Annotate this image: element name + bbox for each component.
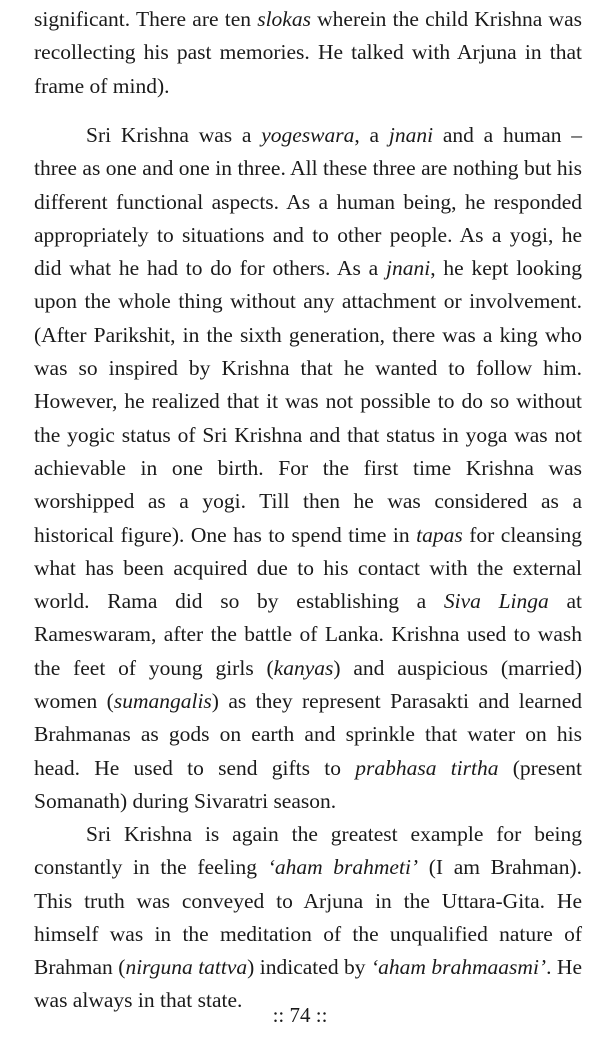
italic-term: sumangalis <box>113 689 212 714</box>
text-run: , he kept looking upon the whole thing without any attachment or involvement. (After Parikshit, in the sixth generation, there was a king who was so inspired by Krishna that he wanted to follow him. However, he realized that it was not possible to do so without the yogic status of Sri Krishna and that status in yoga was not achievable in one birth. For the first time Krishna was worshipped as a yogi. Till then he was considered as a historical figure). One has to spend time in <box>34 256 583 547</box>
italic-term: nirguna tattva <box>125 955 248 980</box>
text-run: at Rameswaram, after the battle of Lanka. Krishna used to wash the feet of young girls ( <box>34 589 582 680</box>
italic-term: kanyas <box>273 655 334 680</box>
text-run: significant. There are ten <box>34 7 258 31</box>
italic-term: jnani <box>388 123 434 147</box>
italic-term: ‘aham brahmeti’ <box>267 855 419 880</box>
italic-term: slokas <box>257 7 311 31</box>
page-number: :: 74 :: <box>272 1003 328 1027</box>
paragraph-2 <box>34 119 582 818</box>
italic-term: Siva Linga <box>443 589 549 614</box>
text-run: Sri Krishna was a <box>86 123 262 147</box>
italic-term: tapas <box>416 522 463 547</box>
italic-term: ‘aham brahmaasmi’ <box>371 955 547 980</box>
paragraph-1 <box>34 3 582 103</box>
text-run: and a human – three as one and one in three. All these three are nothing but his different functional aspects. As a human being, he responded appropriately to situations and to other people. As a yogi, he did what he had to do for others. As a <box>34 123 583 281</box>
text-run: (present Somanath) during Sivaratri season. <box>34 755 582 813</box>
text-run: ) as they represent Parasakti and learned Brahmanas as gods on earth and sprinkle that water on his head. He used to send gifts to <box>34 689 582 780</box>
text-run: ) and auspicious (married) women ( <box>34 655 582 714</box>
paragraph-3 <box>34 818 582 1018</box>
text-run: ) indicated by <box>247 955 372 980</box>
italic-term: jnani <box>386 256 431 281</box>
italic-term: yogeswara <box>261 123 355 147</box>
text-run: wherein the child Krishna was recollecting his past memories. He talked with Arjuna in that frame of mind). <box>34 7 582 98</box>
text-run: (I am Brahman). This truth was conveyed to Arjuna in the Uttara-Gita. He himself was in the meditation of the unqualified nature of Brahman ( <box>34 855 582 980</box>
text-run: Sri Krishna is again the greatest example for being constantly in the feeling <box>34 822 582 880</box>
text-run: , a <box>354 123 389 147</box>
text-run: for cleansing what has been acquired due to his contact with the external world. Rama did so by establishing a <box>34 522 582 614</box>
italic-term: prabhasa tirtha <box>355 755 499 780</box>
text-run: . He was always in that state. <box>34 955 583 1013</box>
